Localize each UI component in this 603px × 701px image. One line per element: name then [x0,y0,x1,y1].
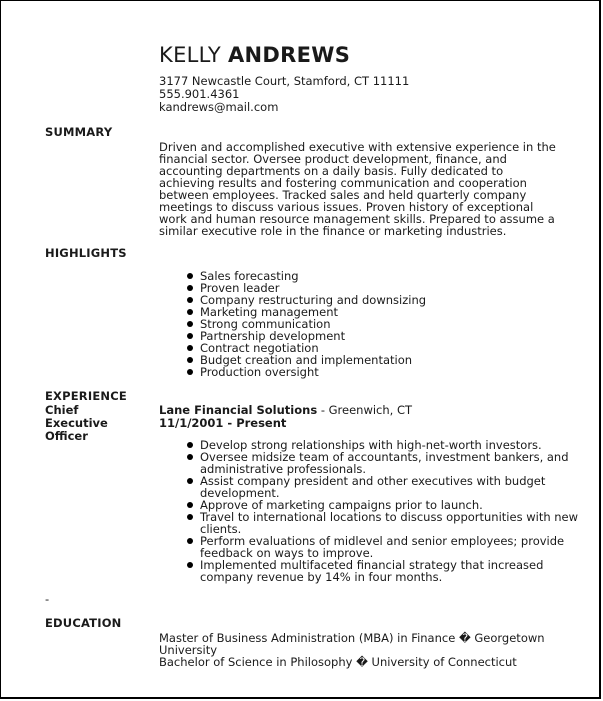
address: 3177 Newcastle Court, Stamford, CT 11111 [159,74,410,88]
list-item: Assist company president and other executives with budget development. [159,475,599,499]
email: kandrews@mail.com [159,100,279,114]
bullet-icon [187,502,193,508]
experience-heading: EXPERIENCE [45,389,127,403]
bullet-icon [187,478,193,484]
list-item: Implemented multifaceted financial strategy that increased company revenue by 14% in four months. [159,559,599,583]
list-item: Sales forecasting [159,270,426,282]
bullet-icon [187,514,193,520]
phone: 555.901.4361 [159,87,240,101]
bullet-icon [187,538,193,544]
job-title: Chief Executive Officer [45,403,108,443]
degree-1: Master of Business Administration (MBA) in Finance � Georgetown University [159,631,545,657]
company-name: Lane Financial Solutions [159,403,318,417]
list-item: Perform evaluations of midlevel and senior employees; provide feedback on ways to improve. [159,535,599,559]
highlights-heading: HIGHLIGHTS [45,246,127,260]
list-item: Travel to international locations to discuss opportunities with new clients. [159,511,599,535]
bullet-icon [187,321,193,327]
summary-heading: SUMMARY [45,125,113,139]
education-heading: EDUCATION [45,616,122,630]
candidate-name [159,43,350,67]
bullet-icon [187,369,193,375]
bullet-icon [187,454,193,460]
bullet-icon [187,442,193,448]
list-item: Company restructuring and downsizing [159,294,426,306]
bullet-icon [187,285,193,291]
list-item: Marketing management [159,306,426,318]
bullet-icon [187,345,193,351]
list-item: Strong communication [159,318,426,330]
bullet-icon [187,297,193,303]
highlights-list [159,270,426,378]
first-name: KELLY [159,43,221,67]
bullet-icon [187,309,193,315]
list-item: Develop strong relationships with high-net-worth investors. [159,439,599,451]
list-item: Partnership development [159,330,426,342]
bullet-icon [187,357,193,363]
bullet-icon [187,273,193,279]
separator-dash: - [45,592,50,606]
summary-text: Driven and accomplished executive with extensive experience in the financial sector. Oversee product development, finance, and accounting departments on a daily basis. Fully dedicated to achieving results and fostering communication and cooperation between employees. Tracked sales and held quarterly company meetings to discuss various issues. Proven history of exceptional work and human resource management skills. Prepared to assume a similar executive role in the finance or marketing industries. [159,140,556,238]
list-item: Approve of marketing campaigns prior to launch. [159,499,599,511]
duties-list [159,439,599,583]
list-item: Oversee midsize team of accountants, investment bankers, and administrative professionals. [159,451,599,475]
employment-dates: 11/1/2001 - Present [159,416,287,430]
company-location: - Greenwich, CT [317,403,413,417]
list-item: Contract negotiation [159,342,426,354]
bullet-icon [187,562,193,568]
last-name: ANDREWS [227,43,351,67]
list-item: Budget creation and implementation [159,354,426,366]
list-item: Production oversight [159,366,426,378]
degree-2: Bachelor of Science in Philosophy � University of Connecticut [159,655,517,669]
bullet-icon [187,333,193,339]
list-item: Proven leader [159,282,426,294]
